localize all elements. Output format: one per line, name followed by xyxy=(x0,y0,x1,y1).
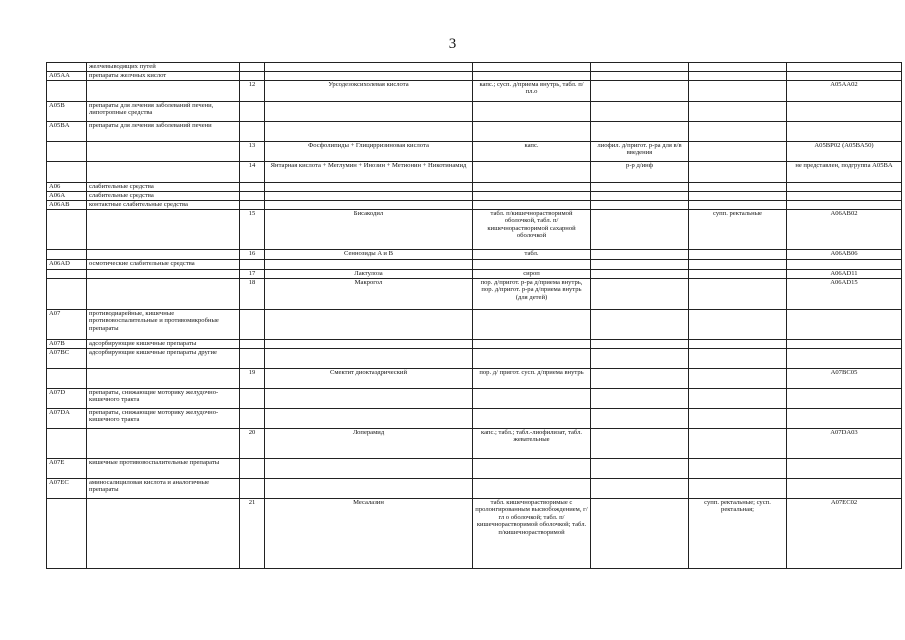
drug-code-cell: A06AD11 xyxy=(787,270,902,279)
table-row xyxy=(47,429,902,459)
table-row xyxy=(47,459,902,479)
injectable-form-cell xyxy=(591,122,689,142)
item-number-cell xyxy=(240,340,265,349)
atc-code-cell: A07DA xyxy=(47,409,87,429)
group-description-cell: кишечные противовоспалительные препараты xyxy=(87,459,240,479)
drug-name-cell xyxy=(265,349,473,369)
drug-name-cell: Смектит диоктаэдрический xyxy=(265,369,473,389)
drug-code-cell xyxy=(787,63,902,72)
item-number-cell: 14 xyxy=(240,162,265,183)
other-form-cell xyxy=(689,429,787,459)
drug-name-cell xyxy=(265,201,473,210)
drug-code-cell: A06AB02 xyxy=(787,210,902,250)
injectable-form-cell xyxy=(591,250,689,260)
atc-code-cell xyxy=(47,81,87,102)
drug-code-cell xyxy=(787,349,902,369)
group-description-cell xyxy=(87,279,240,310)
atc-code-cell: A05AA xyxy=(47,72,87,81)
item-number-cell xyxy=(240,260,265,270)
dosage-form-cell xyxy=(473,201,591,210)
injectable-form-cell xyxy=(591,340,689,349)
drug-name-cell xyxy=(265,192,473,201)
other-form-cell xyxy=(689,183,787,192)
other-form-cell xyxy=(689,409,787,429)
group-description-cell: слабительные средства xyxy=(87,183,240,192)
group-description-cell: препараты для лечения заболеваний печени xyxy=(87,122,240,142)
item-number-cell: 21 xyxy=(240,499,265,569)
dosage-form-cell xyxy=(473,122,591,142)
drug-code-cell xyxy=(787,340,902,349)
table-row xyxy=(47,409,902,429)
drug-name-cell xyxy=(265,183,473,192)
drug-name-cell: Фосфолипиды + Глицирризиновая кислота xyxy=(265,142,473,162)
group-description-cell: противодиарейные, кишечные противовоспалительные и противомикробные препараты xyxy=(87,310,240,340)
atc-code-cell: A07EC xyxy=(47,479,87,499)
group-description-cell xyxy=(87,270,240,279)
table-row xyxy=(47,210,902,250)
table-row xyxy=(47,142,902,162)
other-form-cell xyxy=(689,340,787,349)
group-description-cell: препараты желчных кислот xyxy=(87,72,240,81)
atc-code-cell xyxy=(47,270,87,279)
atc-code-cell xyxy=(47,250,87,260)
item-number-cell xyxy=(240,310,265,340)
dosage-form-cell: табл. кишечнорастворимые с пролонгированным высвобождением, г/гл о оболочкой; табл. п/кишечнорастворимой оболочкой; табл. п/кишечнорастворимой xyxy=(473,499,591,569)
table-row xyxy=(47,201,902,210)
drug-code-cell: A06AD15 xyxy=(787,279,902,310)
group-description-cell xyxy=(87,250,240,260)
table-row xyxy=(47,63,902,72)
table-row xyxy=(47,162,902,183)
drug-code-cell: не представлен, подгруппа A05BA xyxy=(787,162,902,183)
dosage-form-cell: табл. п/кишечнорастворимой оболочкой, табл. п/кишечнорастворимой сахарной оболочкой xyxy=(473,210,591,250)
item-number-cell: 17 xyxy=(240,270,265,279)
other-form-cell xyxy=(689,102,787,122)
drug-code-cell: A06AB06 xyxy=(787,250,902,260)
item-number-cell: 18 xyxy=(240,279,265,310)
group-description-cell xyxy=(87,81,240,102)
drug-code-cell xyxy=(787,72,902,81)
table-row xyxy=(47,310,902,340)
injectable-form-cell xyxy=(591,429,689,459)
other-form-cell: супп. ректальные; сусп. ректальная; xyxy=(689,499,787,569)
item-number-cell xyxy=(240,122,265,142)
injectable-form-cell xyxy=(591,409,689,429)
drug-code-cell xyxy=(787,389,902,409)
atc-code-cell: A05BA xyxy=(47,122,87,142)
group-description-cell: препараты, снижающие моторику желудочно-кишечного тракта xyxy=(87,389,240,409)
other-form-cell xyxy=(689,479,787,499)
other-form-cell xyxy=(689,260,787,270)
atc-code-cell: A07D xyxy=(47,389,87,409)
dosage-form-cell xyxy=(473,349,591,369)
table-row xyxy=(47,260,902,270)
other-form-cell xyxy=(689,459,787,479)
item-number-cell: 13 xyxy=(240,142,265,162)
table-body xyxy=(47,63,902,569)
other-form-cell xyxy=(689,349,787,369)
group-description-cell: аминосалициловая кислота и аналогичные препараты xyxy=(87,479,240,499)
other-form-cell xyxy=(689,310,787,340)
other-form-cell xyxy=(689,192,787,201)
drug-name-cell: Урсодезоксихолевая кислота xyxy=(265,81,473,102)
drug-code-cell xyxy=(787,102,902,122)
dosage-form-cell xyxy=(473,310,591,340)
other-form-cell xyxy=(689,162,787,183)
table-row xyxy=(47,340,902,349)
atc-code-cell xyxy=(47,142,87,162)
injectable-form-cell: лиофил. д/пригот. р-ра для в/в введения xyxy=(591,142,689,162)
drug-code-cell: A07DA03 xyxy=(787,429,902,459)
group-description-cell: адсорбирующие кишечные препараты другие xyxy=(87,349,240,369)
dosage-form-cell: капс. xyxy=(473,142,591,162)
drug-name-cell: Лактулоза xyxy=(265,270,473,279)
item-number-cell xyxy=(240,201,265,210)
item-number-cell xyxy=(240,72,265,81)
drug-list-table xyxy=(46,62,902,569)
drug-name-cell xyxy=(265,310,473,340)
item-number-cell xyxy=(240,192,265,201)
group-description-cell: препараты для лечения заболеваний печени, липотропные средства xyxy=(87,102,240,122)
item-number-cell xyxy=(240,389,265,409)
drug-name-cell: Бисакодил xyxy=(265,210,473,250)
atc-code-cell: A06AD xyxy=(47,260,87,270)
group-description-cell xyxy=(87,369,240,389)
injectable-form-cell xyxy=(591,349,689,369)
dosage-form-cell: капс.; сусп. д/приема внутрь, табл. п/пл.о xyxy=(473,81,591,102)
table-row xyxy=(47,279,902,310)
drug-name-cell: Янтарная кислота + Меглумин + Инозин + Метионин + Никотинамид xyxy=(265,162,473,183)
injectable-form-cell xyxy=(591,459,689,479)
table-row xyxy=(47,192,902,201)
dosage-form-cell xyxy=(473,479,591,499)
atc-code-cell: A05B xyxy=(47,102,87,122)
drug-name-cell: Месалазин xyxy=(265,499,473,569)
atc-code-cell xyxy=(47,162,87,183)
injectable-form-cell xyxy=(591,270,689,279)
dosage-form-cell xyxy=(473,459,591,479)
injectable-form-cell xyxy=(591,63,689,72)
table-row xyxy=(47,122,902,142)
table-row xyxy=(47,479,902,499)
group-description-cell xyxy=(87,429,240,459)
drug-code-cell xyxy=(787,183,902,192)
other-form-cell xyxy=(689,63,787,72)
atc-code-cell xyxy=(47,210,87,250)
drug-code-cell xyxy=(787,260,902,270)
dosage-form-cell xyxy=(473,102,591,122)
injectable-form-cell: р-р д/инф xyxy=(591,162,689,183)
drug-name-cell xyxy=(265,459,473,479)
atc-code-cell xyxy=(47,279,87,310)
injectable-form-cell xyxy=(591,102,689,122)
atc-code-cell: A06AB xyxy=(47,201,87,210)
page-number: 3 xyxy=(448,36,457,52)
injectable-form-cell xyxy=(591,479,689,499)
injectable-form-cell xyxy=(591,210,689,250)
item-number-cell: 19 xyxy=(240,369,265,389)
dosage-form-cell xyxy=(473,409,591,429)
dosage-form-cell xyxy=(473,260,591,270)
dosage-form-cell xyxy=(473,192,591,201)
group-description-cell xyxy=(87,210,240,250)
other-form-cell xyxy=(689,279,787,310)
injectable-form-cell xyxy=(591,389,689,409)
dosage-form-cell xyxy=(473,162,591,183)
table-row xyxy=(47,369,902,389)
injectable-form-cell xyxy=(591,310,689,340)
atc-code-cell xyxy=(47,429,87,459)
group-description-cell: адсорбирующие кишечные препараты xyxy=(87,340,240,349)
drug-name-cell xyxy=(265,63,473,72)
other-form-cell xyxy=(689,81,787,102)
item-number-cell: 12 xyxy=(240,81,265,102)
table-row xyxy=(47,183,902,192)
drug-name-cell: Лоперамид xyxy=(265,429,473,459)
drug-name-cell xyxy=(265,72,473,81)
other-form-cell xyxy=(689,142,787,162)
group-description-cell: осмотические слабительные средства xyxy=(87,260,240,270)
other-form-cell xyxy=(689,270,787,279)
atc-code-cell: A07E xyxy=(47,459,87,479)
drug-code-cell xyxy=(787,201,902,210)
group-description-cell: желчевыводящих путей xyxy=(87,63,240,72)
drug-code-cell: A07EC02 xyxy=(787,499,902,569)
item-number-cell xyxy=(240,102,265,122)
dosage-form-cell: табл. xyxy=(473,250,591,260)
item-number-cell xyxy=(240,479,265,499)
table-row xyxy=(47,72,902,81)
other-form-cell: супп. ректальные xyxy=(689,210,787,250)
group-description-cell xyxy=(87,162,240,183)
injectable-form-cell xyxy=(591,81,689,102)
drug-code-cell xyxy=(787,192,902,201)
drug-name-cell xyxy=(265,260,473,270)
item-number-cell: 20 xyxy=(240,429,265,459)
drug-code-cell xyxy=(787,409,902,429)
other-form-cell xyxy=(689,250,787,260)
drug-name-cell xyxy=(265,479,473,499)
group-description-cell xyxy=(87,499,240,569)
atc-code-cell: A07 xyxy=(47,310,87,340)
item-number-cell xyxy=(240,459,265,479)
injectable-form-cell xyxy=(591,72,689,81)
drug-code-cell xyxy=(787,310,902,340)
item-number-cell xyxy=(240,63,265,72)
other-form-cell xyxy=(689,369,787,389)
other-form-cell xyxy=(689,201,787,210)
table-row xyxy=(47,499,902,569)
item-number-cell xyxy=(240,183,265,192)
drug-code-cell: A07BC05 xyxy=(787,369,902,389)
table-row xyxy=(47,349,902,369)
table-row xyxy=(47,81,902,102)
dosage-form-cell xyxy=(473,183,591,192)
other-form-cell xyxy=(689,122,787,142)
injectable-form-cell xyxy=(591,192,689,201)
drug-name-cell xyxy=(265,122,473,142)
table-row xyxy=(47,270,902,279)
drug-code-cell: A05AA02 xyxy=(787,81,902,102)
item-number-cell: 15 xyxy=(240,210,265,250)
group-description-cell: слабительные средства xyxy=(87,192,240,201)
group-description-cell xyxy=(87,142,240,162)
drug-name-cell xyxy=(265,102,473,122)
item-number-cell: 16 xyxy=(240,250,265,260)
injectable-form-cell xyxy=(591,279,689,310)
drug-name-cell xyxy=(265,340,473,349)
table-row xyxy=(47,102,902,122)
other-form-cell xyxy=(689,72,787,81)
injectable-form-cell xyxy=(591,183,689,192)
drug-code-cell xyxy=(787,479,902,499)
atc-code-cell: A06 xyxy=(47,183,87,192)
drug-name-cell xyxy=(265,389,473,409)
drug-name-cell: Сеннозиды A и B xyxy=(265,250,473,260)
drug-name-cell xyxy=(265,409,473,429)
group-description-cell: контактные слабительные средства xyxy=(87,201,240,210)
dosage-form-cell: пор. д/пригот. р-ра д/приема внутрь, пор. д/пригот. р-ра д/приема внутрь (для детей) xyxy=(473,279,591,310)
atc-code-cell: A06A xyxy=(47,192,87,201)
group-description-cell: препараты, снижающие моторику желудочно-кишечного тракта xyxy=(87,409,240,429)
atc-code-cell xyxy=(47,369,87,389)
dosage-form-cell: пор. д/ пригот. сусп. д/приема внутрь xyxy=(473,369,591,389)
injectable-form-cell xyxy=(591,369,689,389)
atc-code-cell xyxy=(47,63,87,72)
dosage-form-cell xyxy=(473,340,591,349)
injectable-form-cell xyxy=(591,260,689,270)
atc-code-cell: A07BC xyxy=(47,349,87,369)
injectable-form-cell xyxy=(591,201,689,210)
dosage-form-cell: сироп xyxy=(473,270,591,279)
drug-code-cell xyxy=(787,122,902,142)
drug-code-cell: A05BP02 (A05BA50) xyxy=(787,142,902,162)
dosage-form-cell xyxy=(473,389,591,409)
dosage-form-cell xyxy=(473,63,591,72)
other-form-cell xyxy=(689,389,787,409)
table-row xyxy=(47,250,902,260)
item-number-cell xyxy=(240,349,265,369)
atc-code-cell xyxy=(47,499,87,569)
drug-code-cell xyxy=(787,459,902,479)
injectable-form-cell xyxy=(591,499,689,569)
table-row xyxy=(47,389,902,409)
atc-code-cell: A07B xyxy=(47,340,87,349)
item-number-cell xyxy=(240,409,265,429)
drug-name-cell: Макрогол xyxy=(265,279,473,310)
dosage-form-cell xyxy=(473,72,591,81)
dosage-form-cell: капс.; табл.; табл.-лиофилизат, табл. жевательные xyxy=(473,429,591,459)
